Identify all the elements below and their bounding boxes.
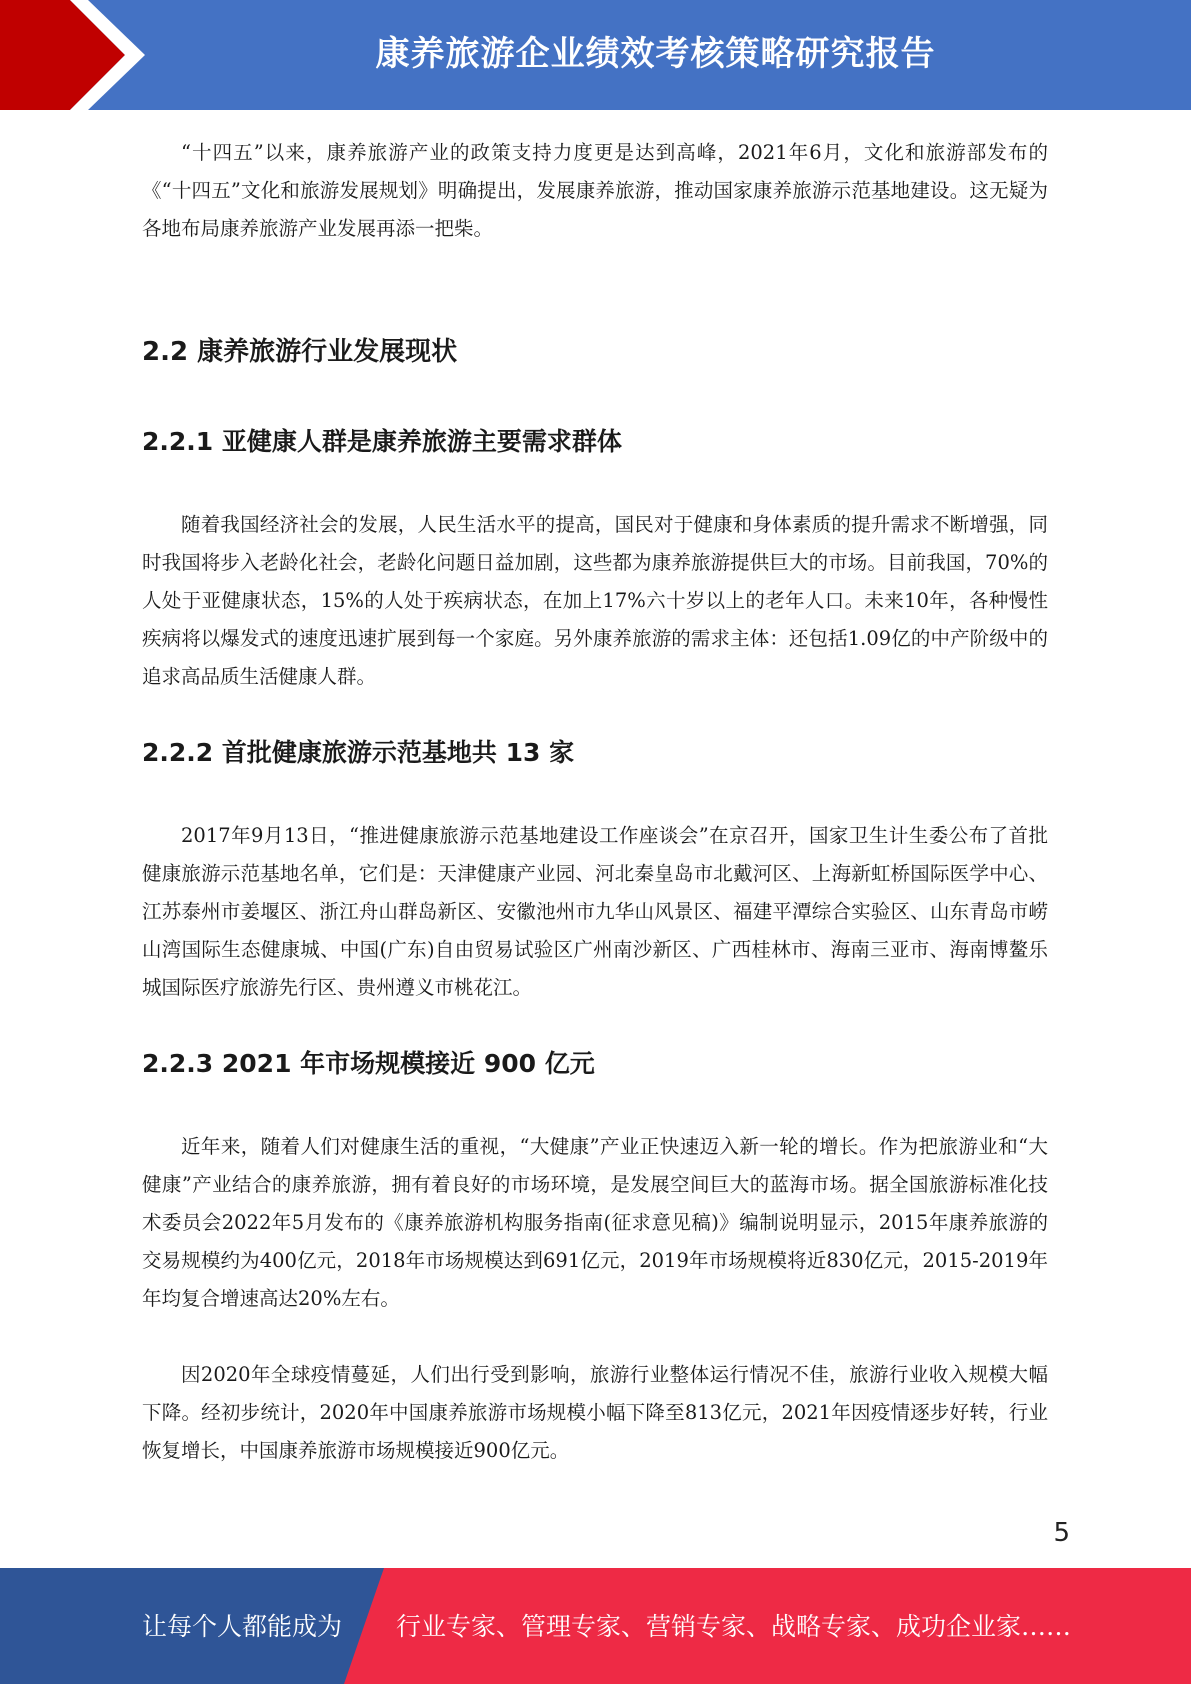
footer-slogan-left: 让每个人都能成为 <box>142 1612 343 1641</box>
section-2-2-2-paragraph: 2017年9月13日，“推进健康旅游示范基地建设工作座谈会”在京召开，国家卫生计生委公布了首批健康旅游示范基地名单，它们是：天津健康产业园、河北秦皇岛市北戴河区、上海新虹桥国际医学中心、江苏泰州市姜堰区、浙江舟山群岛新区、安徽池州市九华山风景区、福建平潭综合实验区、山东青岛市崂山湾国际生态健康城、中国(广东)自由贸易试验区广州南沙新区、广西桂林市、海南三亚市、海南博鳌乐城国际医疗旅游先行区、贵州遵义市桃花江。 <box>142 824 1048 999</box>
report-title: 康养旅游企业绩效考核策略研究报告 <box>375 34 936 74</box>
section-2-2-3-paragraph-1: 近年来，随着人们对健康生活的重视，“大健康”产业正快速迈入新一轮的增长。作为把旅游业和“大健康”产业结合的康养旅游，拥有着良好的市场环境，是发展空间巨大的蓝海市场。据全国旅游标准化技术委员会2022年5月发布的《康养旅游机构服务指南(征求意见稿)》编制说明显示，2015年康养旅游的交易规模约为400亿元，2018年市场规模达到691亿元，2019年市场规模将近830亿元，2015-2019年年均复合增速高达20%左右。 <box>142 1135 1048 1310</box>
page-number: 5 <box>1053 1518 1070 1548</box>
section-heading-2-2-3: 2.2.3 2021 年市场规模接近 900 亿元 <box>142 1049 595 1078</box>
section-2-2-1-paragraph: 随着我国经济社会的发展，人民生活水平的提高，国民对于健康和身体素质的提升需求不断增强，同时我国将步入老龄化社会，老龄化问题日益加剧，这些都为康养旅游提供巨大的市场。目前我国，70%的人处于亚健康状态，15%的人处于疾病状态，在加上17%六十岁以上的老年人口。未来10年，各种慢性疾病将以爆发式的速度迅速扩展到每一个家庭。另外康养旅游的需求主体：还包括1.09亿的中产阶级中的追求高品质生活健康人群。 <box>142 513 1048 688</box>
header-chevron-decoration <box>0 0 160 110</box>
section-heading-2-2-1: 2.2.1 亚健康人群是康养旅游主要需求群体 <box>142 427 622 456</box>
page-content <box>142 134 1048 1470</box>
page-footer <box>0 1568 1191 1684</box>
intro-paragraph: “十四五”以来，康养旅游产业的政策支持力度更是达到高峰，2021年6月，文化和旅游部发布的《“十四五”文化和旅游发展规划》明确提出，发展康养旅游，推动国家康养旅游示范基地建设。这无疑为各地布局康养旅游产业发展再添一把柴。 <box>142 141 1048 240</box>
footer-slogan-right: 行业专家、管理专家、营销专家、战略专家、成功企业家…… <box>396 1612 1072 1641</box>
section-2-2-3-paragraph-2: 因2020年全球疫情蔓延，人们出行受到影响，旅游行业整体运行情况不佳，旅游行业收入规模大幅下降。经初步统计，2020年中国康养旅游市场规模小幅下降至813亿元，2021年因疫情逐步好转，行业恢复增长，中国康养旅游市场规模接近900亿元。 <box>142 1363 1048 1462</box>
section-heading-2-2: 2.2 康养旅游行业发展现状 <box>142 337 458 367</box>
page-header <box>0 0 1191 110</box>
section-heading-2-2-2: 2.2.2 首批健康旅游示范基地共 13 家 <box>142 738 575 767</box>
